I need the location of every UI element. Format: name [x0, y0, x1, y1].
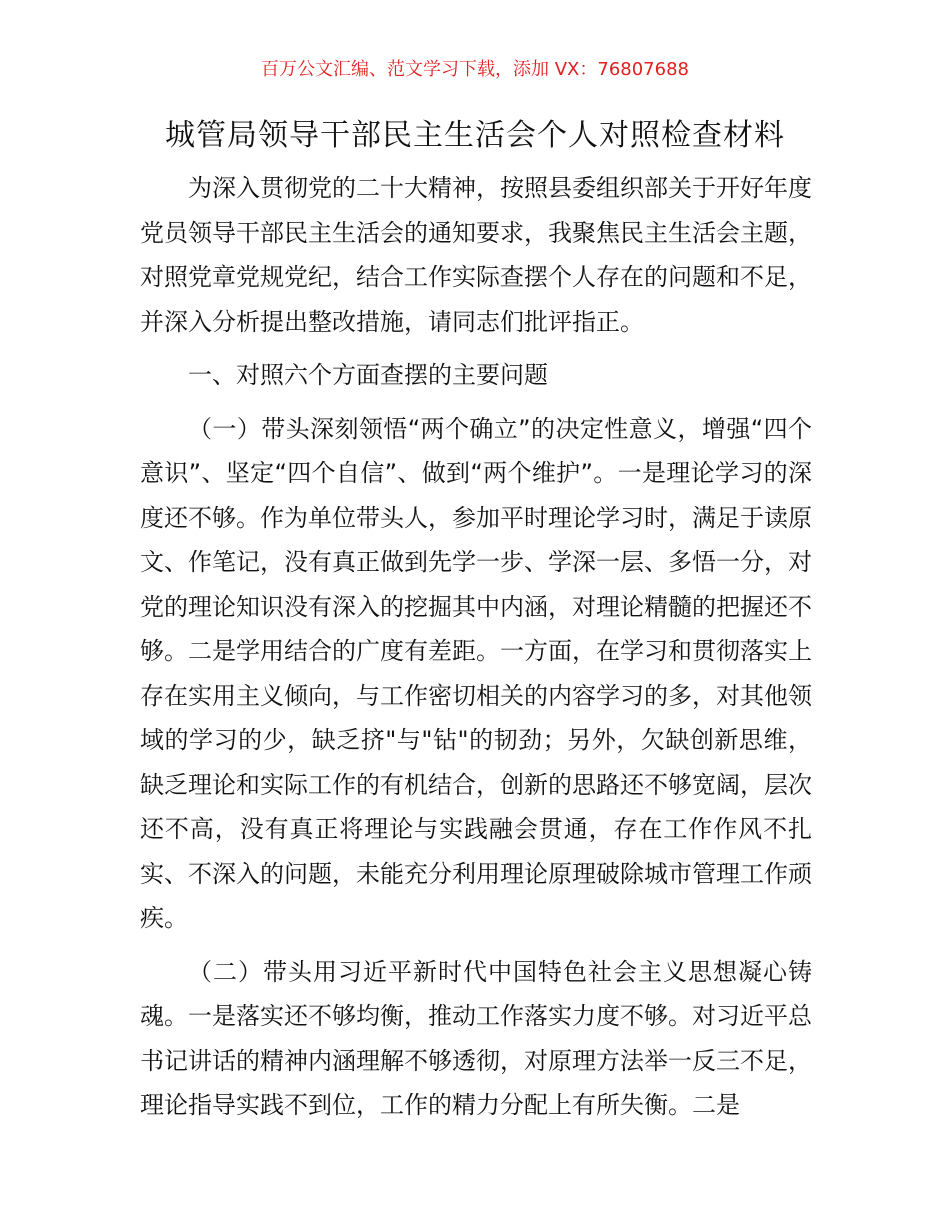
page-title: 城管局领导干部民主生活会个人对照检查材料 — [165, 118, 785, 153]
intro-paragraph: 为深入贯彻党的二十大精神，按照县委组织部关于开好年度党员领导干部民主生活会的通知要求，我聚焦民主生活会主题，对照党章党规党纪，结合工作实际查摆个人存在的问题和不足，并深入分析提出整改措施，请同志们批评指正。 — [140, 174, 812, 336]
section-heading: 一、对照六个方面查摆的主要问题 — [188, 361, 548, 389]
promo-header: 百万公文汇编、范文学习下载，添加 VX：76807688 — [261, 59, 689, 80]
paragraph-item-1: （一）带头深刻领悟“两个确立”的决定性意义，增强“四个意识”、坚定“四个自信”、做到“两个维护”。一是理论学习的深度还不够。作为单位带头人，参加平时理论学习时，满足于读原文、作笔记，没有真正做到先学一步、学深一层、多悟一分，对党的理论知识没有深入的挖掘其中内涵，对理论精髓的把握还不够。二是学用结合的广度有差距。一方面，在学习和贯彻落实上存在实用主义倾向，与工作密切相关的内容学习的多，对其他领域的学习的少，缺乏挤"与"钻"的韧劲；另外，欠缺创新思维，缺乏理论和实际工作的有机结合，创新的思路还不够宽阔，层次还不高，没有真正将理论与实践融会贯通，存在工作作风不扎实、不深入的问题，未能充分利用理论原理破除城市管理工作顽疾。 — [140, 414, 812, 932]
document-body — [140, 166, 812, 1128]
paragraph-item-2: （二）带头用习近平新时代中国特色社会主义思想凝心铸魂。一是落实还不够均衡，推动工作落实力度不够。对习近平总书记讲话的精神内涵理解不够透彻，对原理方法举一反三不足，理论指导实践不到位，工作的精力分配上有所失衡。二是 — [140, 957, 812, 1119]
